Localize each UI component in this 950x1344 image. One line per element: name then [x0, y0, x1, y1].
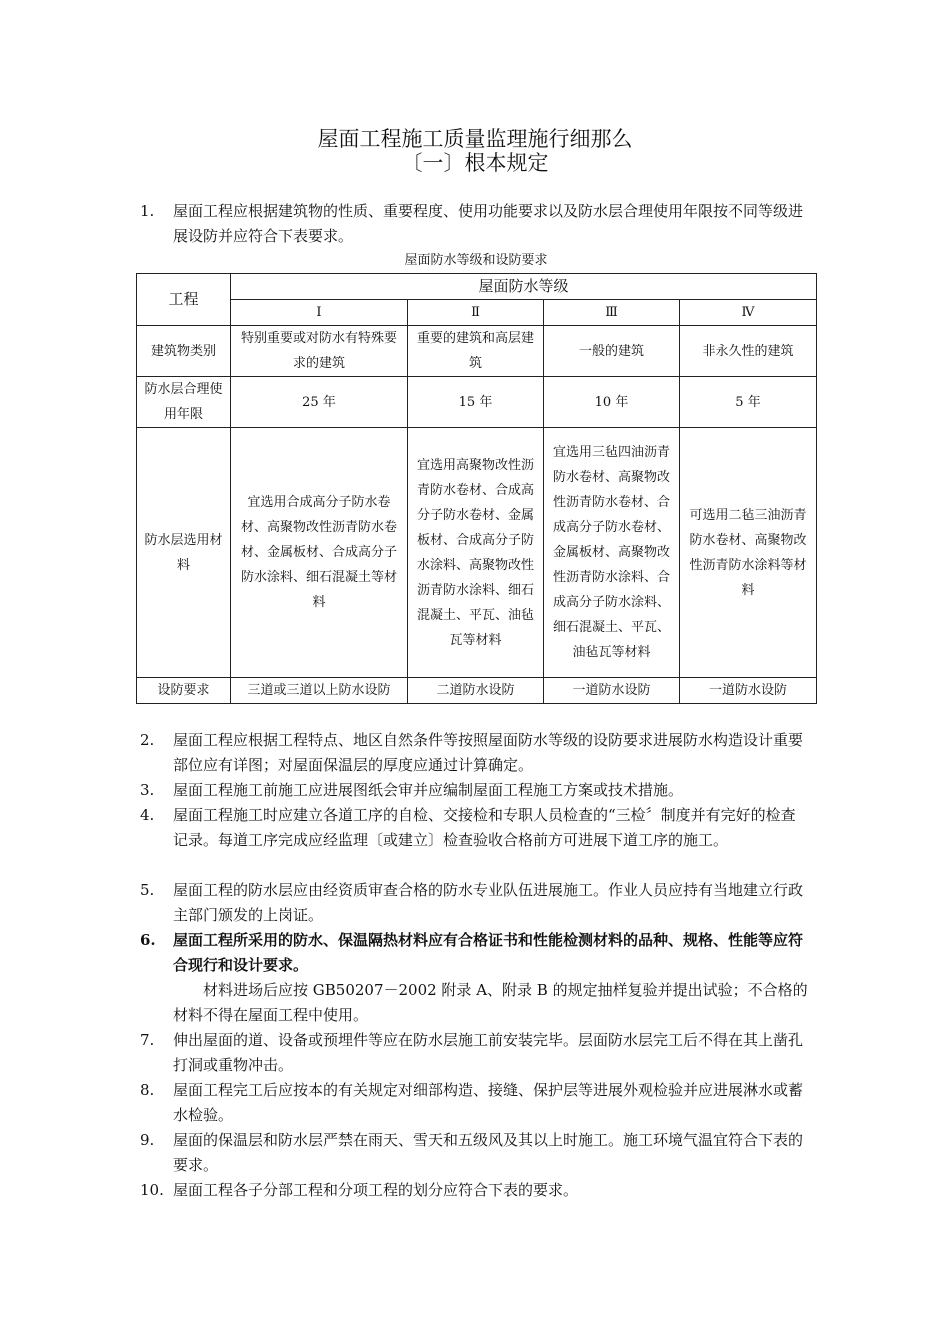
item-text: 伸出屋面的道、设备或预埋件等应在防水层施工前安装完毕。层面防水层完工后不得在其上凿孔打洞或重物冲击。 — [173, 1031, 804, 1074]
item-number: 9. — [140, 1131, 155, 1149]
table-cell: 宜选用三毡四油沥青防水卷材、高聚物改性沥青防水卷材、合成高分子防水卷材、金属板材、高聚物改性沥青防水涂料、合成高分子防水涂料、细石混凝土、平瓦、油毡瓦等材料 — [544, 428, 680, 678]
table-caption: 屋面防水等级和设防要求 — [404, 253, 548, 268]
item-number: 8. — [140, 1081, 155, 1099]
list-item — [140, 1178, 810, 1203]
item-number: 4. — [140, 806, 155, 824]
list-item — [140, 778, 810, 803]
list-item — [140, 803, 810, 853]
item-number: 1. — [140, 202, 155, 220]
item-text: 屋面工程施工时应建立各道工序的自检、交接检和专职人员检查的“三检〞制度并有完好的检查记录。每道工序完成应经监理〔或建立〕检查验收合格前方可进展下道工序的施工。 — [173, 806, 796, 849]
grade-header: Ⅱ — [408, 300, 544, 326]
table-group-header: 屋面防水等级 — [231, 274, 817, 300]
item-text: 屋面工程的防水层应由经资质审查合格的防水专业队伍进展施工。作业人员应持有当地建立行政主部门颁发的上岗证。 — [173, 881, 804, 924]
table-cell: 15 年 — [408, 377, 544, 428]
grade-header: Ⅰ — [231, 300, 408, 326]
item-text: 屋面工程各子分部工程和分项工程的划分应符合下表的要求。 — [173, 1181, 579, 1199]
item-number: 10. — [140, 1181, 164, 1199]
table-row — [137, 377, 817, 428]
item-number: 7. — [140, 1031, 155, 1049]
table-row — [137, 326, 817, 377]
list-item — [140, 878, 810, 928]
table-cell: 可选用二毡三油沥青防水卷材、高聚物改性沥青防水涂料等材料 — [680, 428, 817, 678]
table-cell: 重要的建筑和高层建筑 — [408, 326, 544, 377]
table-cell: 宜选用合成高分子防水卷材、高聚物改性沥青防水卷材、金属板材、合成高分子防水涂料、细石混凝土等材料 — [231, 428, 408, 678]
list-item — [140, 1078, 810, 1128]
item-number: 6. — [140, 931, 156, 949]
waterproof-grade-table — [136, 273, 817, 704]
list-item — [140, 928, 810, 978]
table-cell: 一道防水设防 — [680, 678, 817, 704]
table-row — [137, 678, 817, 704]
table-cell: 一般的建筑 — [544, 326, 680, 377]
table-cell: 25 年 — [231, 377, 408, 428]
grade-header: Ⅳ — [680, 300, 817, 326]
item-text: 屋面工程完工后应按本的有关规定对细部构造、接缝、保护层等进展外观检验并应进展淋水或蓄水检验。 — [173, 1081, 804, 1124]
list-item — [140, 1128, 810, 1178]
table-row — [137, 428, 817, 678]
item-text: 屋面工程所采用的防水、保温隔热材料应有合格证书和性能检测材料的品种、规格、性能等应符合现行和设计要求。 — [173, 931, 804, 974]
table-cell: 特别重要或对防水有特殊要求的建筑 — [231, 326, 408, 377]
table-cell: 5 年 — [680, 377, 817, 428]
row-label: 建筑物类别 — [137, 326, 231, 377]
table-corner-cell: 工程 — [137, 274, 231, 326]
item-6-note: 材料进场后应按 GB50207－2002 附录 A、附录 B 的规定抽样复验并提出试验；不合格的材料不得在屋面工程中使用。 — [173, 981, 808, 1024]
item-number: 2. — [140, 731, 155, 749]
item-number: 5. — [140, 881, 155, 899]
document-title: 屋面工程施工质量监理施行细那么 — [317, 127, 633, 151]
list-item — [140, 1028, 810, 1078]
list-item — [140, 199, 810, 249]
item-number: 3. — [140, 781, 155, 799]
item-text: 屋面工程应根据建筑物的性质、重要程度、使用功能要求以及防水层合理使用年限按不同等级进展设防并应符合下表要求。 — [173, 202, 804, 245]
table-cell: 一道防水设防 — [544, 678, 680, 704]
item-text: 屋面工程应根据工程特点、地区自然条件等按照屋面防水等级的设防要求进展防水构造设计重要部位应有详图；对屋面保温层的厚度应通过计算确定。 — [173, 731, 804, 774]
table-cell: 宜选用高聚物改性沥青防水卷材、合成高分子防水卷材、金属板材、合成高分子防水涂料、高聚物改性沥青防水涂料、细石混凝土、平瓦、油毡瓦等材料 — [408, 428, 544, 678]
table-cell: 二道防水设防 — [408, 678, 544, 704]
section-subtitle: 〔一〕根本规定 — [401, 151, 549, 175]
table-cell: 10 年 — [544, 377, 680, 428]
list-item — [140, 728, 810, 778]
table-cell: 非永久性的建筑 — [680, 326, 817, 377]
row-label: 设防要求 — [137, 678, 231, 704]
row-label: 防水层选用材料 — [137, 428, 231, 678]
item-text: 屋面的保温层和防水层严禁在雨天、雪天和五级风及其以上时施工。施工环境气温宜符合下表的要求。 — [173, 1131, 804, 1174]
item-text: 屋面工程施工前施工应进展图纸会审并应编制屋面工程施工方案或技术措施。 — [173, 781, 684, 799]
grade-header: Ⅲ — [544, 300, 680, 326]
table-cell: 三道或三道以上防水设防 — [231, 678, 408, 704]
row-label: 防水层合理使用年限 — [137, 377, 231, 428]
